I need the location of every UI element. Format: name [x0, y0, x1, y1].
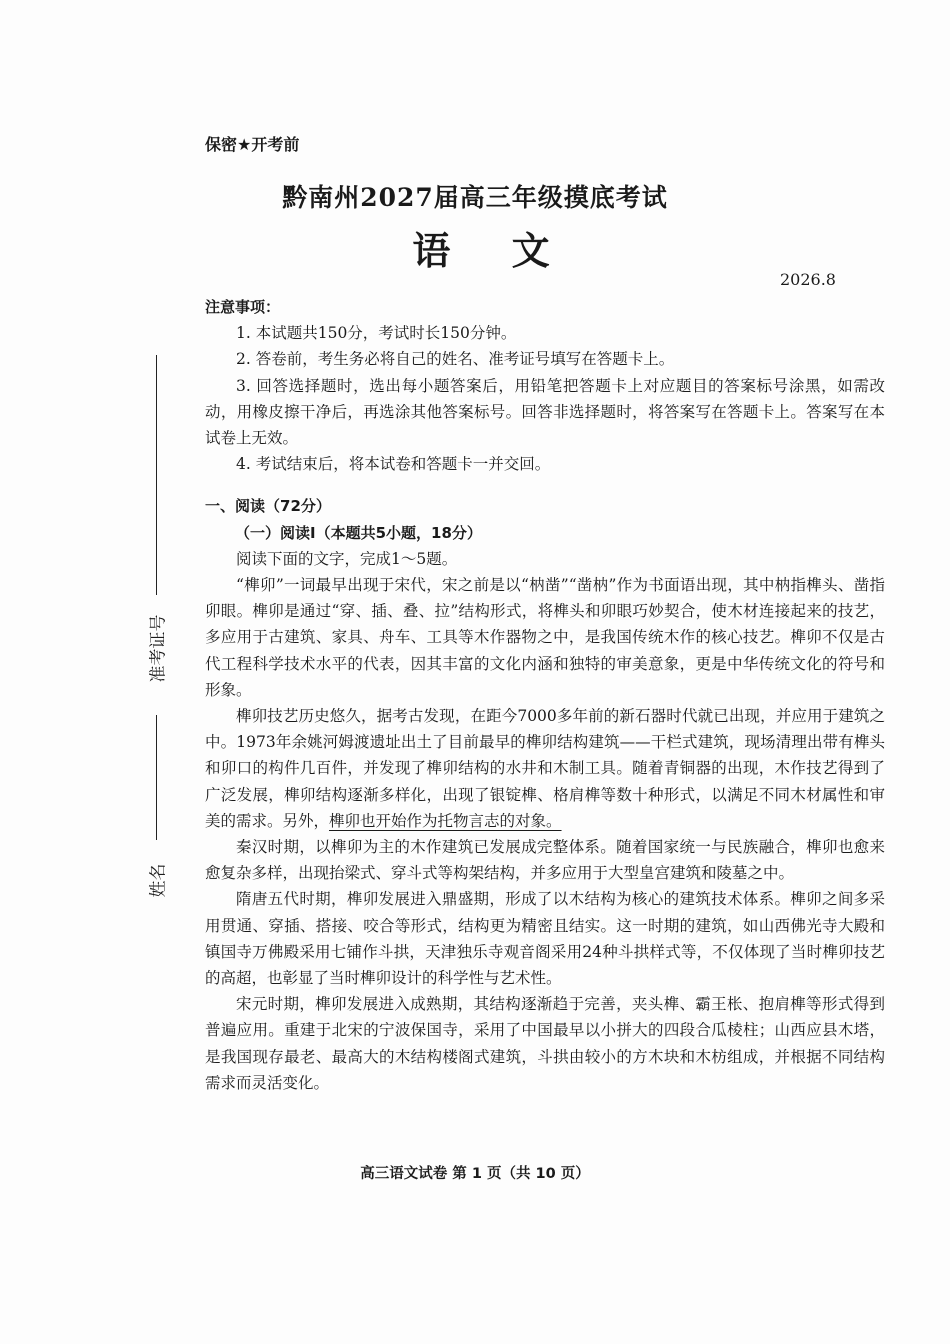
exam-content	[205, 294, 885, 1096]
binding-line-middle	[156, 715, 157, 840]
notice-item: 1. 本试题共150分，考试时长150分钟。	[236, 324, 517, 343]
passage-paragraph: “榫卯”一词最早出现于宋代，宋之前是以“枘凿”“凿枘”作为书面语出现，其中枘指榫头、凿指卯眼。榫卯是通过“穿、插、叠、拉”结构形式，将榫头和卯眼巧妙契合，使木材连接起来的技艺，多应用于古建筑、家具、舟车、工具等木作器物之中，是我国传统木作的核心技艺。榫卯不仅是古代工程科学技术水平的代表，因其丰富的文化内涵和独特的审美意象，更是中华传统文化的符号和形象。	[205, 576, 885, 699]
passage-text: 榫卯技艺历史悠久，据考古发现，在距今7000多年前的新石器时代就已出现，并应用于建筑之中。1973年余姚河姆渡遗址出土了目前最早的榫卯结构建筑——干栏式建筑，现场清理出带有榫头和卯口的构件几百件，并发现了榫卯结构的水井和木制工具。随着青铜器的出现，木作技艺得到了广泛发展，榫卯结构逐渐多样化，出现了银锭榫、格肩榫等数十种形式，以满足不同木材属性和审美的需求。另外，	[205, 707, 885, 830]
binding-line-top	[156, 355, 157, 595]
page-footer: 高三语文试卷 第 1 页（共 10 页）	[360, 1166, 590, 1182]
section-subheading: （一）阅读Ⅰ（本题共5小题，18分）	[235, 523, 482, 542]
section-heading: 一、阅读（72分）	[205, 497, 331, 516]
notice-item: 3. 回答选择题时，选出每小题答案后，用铅笔把答题卡上对应题目的答案标号涂黑，如需改动，用橡皮擦干净后，再选涂其他答案标号。回答非选择题时，将答案写在答题卡上。答案写在本试卷上无效。	[205, 376, 885, 448]
passage-paragraph	[205, 703, 885, 834]
name-label: 姓名	[144, 863, 169, 899]
exam-title: 黔南州2027届高三年级摸底考试	[282, 183, 668, 212]
notice-item: 2. 答卷前，考生务必将自己的姓名、准考证号填写在答题卡上。	[236, 350, 675, 369]
subject-title: 语 文	[412, 228, 574, 273]
notice-title: 注意事项：	[205, 298, 281, 316]
reading-instruction: 阅读下面的文字，完成1～5题。	[236, 549, 458, 568]
confidential-mark: 保密★开考前	[205, 135, 300, 154]
notice-item: 4. 考试结束后，将本试卷和答题卡一并交回。	[236, 455, 551, 474]
exam-id-label: 准考证号	[144, 647, 169, 683]
passage-paragraph: 隋唐五代时期，榫卯发展进入鼎盛期，形成了以木结构为核心的建筑技术体系。榫卯之间多采用贯通、穿插、搭接、咬合等形式，结构更为精密且结实。这一时期的建筑，如山西佛光寺大殿和镇国寺万佛殿采用七铺作斗拱，天津独乐寺观音阁采用24种斗拱样式等，不仅体现了当时榫卯技艺的高超，也彰显了当时榫卯设计的科学性与艺术性。	[205, 890, 885, 988]
passage-paragraph: 秦汉时期，以榫卯为主的木作建筑已发展成完整体系。随着国家统一与民族融合，榫卯也愈来愈复杂多样，出现抬梁式、穿斗式等构架结构，并多应用于大型皇宫建筑和陵墓之中。	[205, 838, 885, 883]
passage-paragraph: 宋元时期，榫卯发展进入成熟期，其结构逐渐趋于完善，夹头榫、霸王枨、抱肩榫等形式得到普遍应用。重建于北宋的宁波保国寺，采用了中国最早以小拼大的四段合瓜棱柱；山西应县木塔，是我国现存最老、最高大的木结构楼阁式建筑，斗拱由较小的方木块和木枋组成，并根据不同结构需求而灵活变化。	[205, 995, 885, 1092]
exam-date: 2026.8	[780, 270, 836, 289]
underlined-sentence: 榫卯也开始作为托物言志的对象。	[329, 811, 562, 830]
